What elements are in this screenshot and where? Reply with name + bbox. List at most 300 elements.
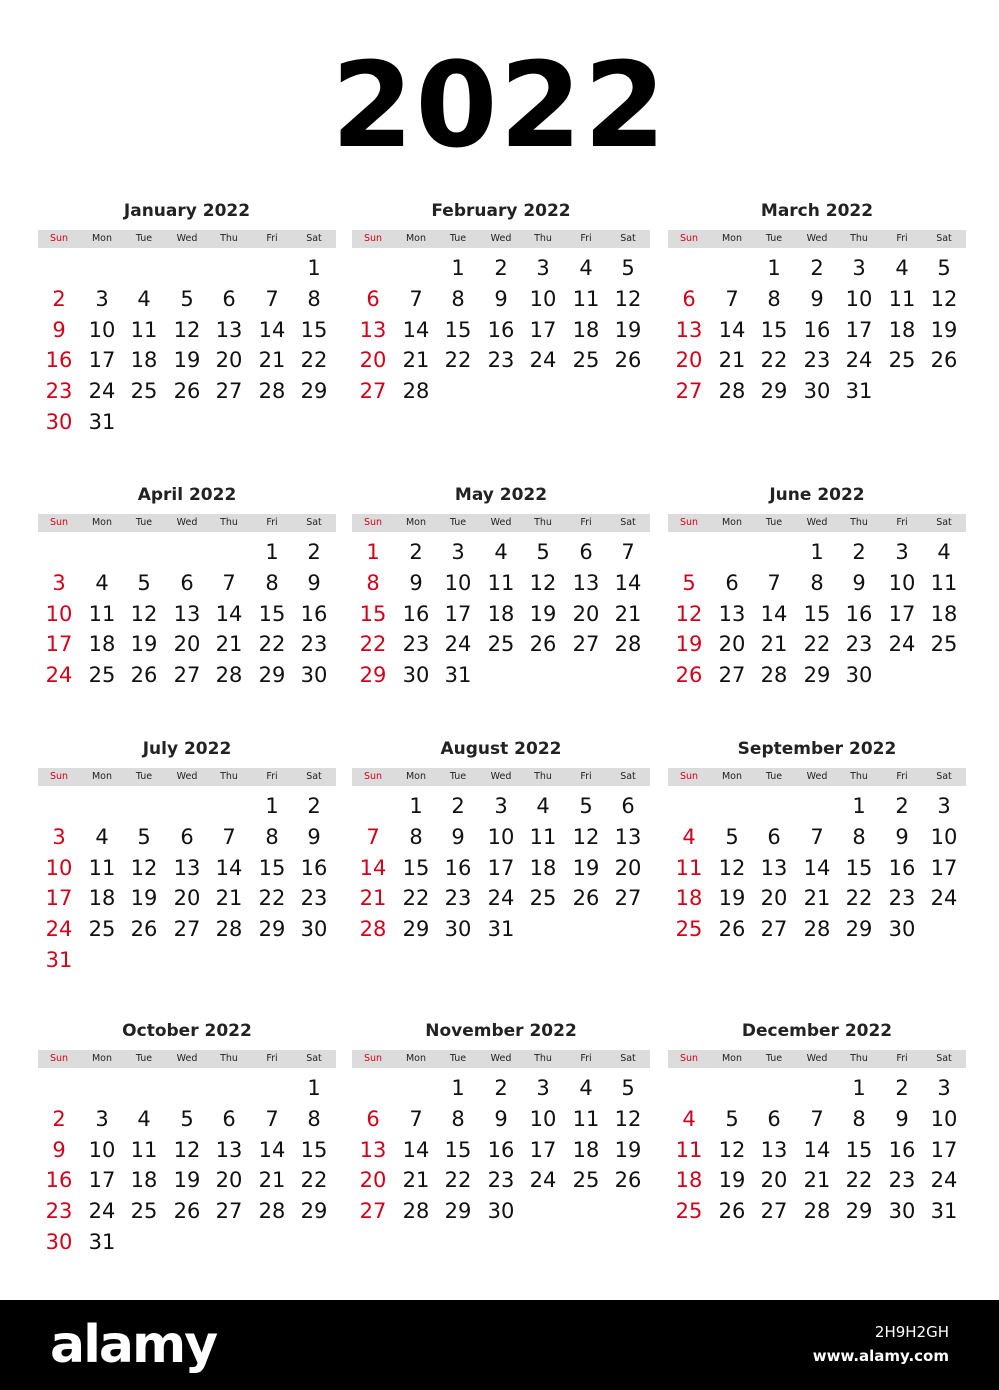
day-cell: 6: [767, 824, 781, 849]
day-cell: 27: [173, 917, 201, 942]
day-cell: 4: [937, 540, 951, 564]
day-cell: 15: [444, 317, 472, 342]
weekday-label: Thu: [534, 1053, 552, 1064]
day-cell: 25: [130, 379, 158, 404]
weekday-label: Fri: [580, 233, 592, 244]
day-cell: 9: [895, 1106, 909, 1131]
day-cell: 12: [930, 286, 958, 311]
day-cell: 27: [614, 886, 642, 911]
day-cell: 10: [45, 855, 73, 880]
day-cell: 2: [895, 1076, 909, 1100]
day-cell: 5: [137, 824, 151, 849]
day-cell: 16: [45, 1168, 73, 1193]
day-cell: 30: [444, 917, 472, 942]
day-cell: 18: [572, 317, 600, 342]
day-cell: 18: [572, 1137, 600, 1162]
day-cell: 7: [222, 570, 236, 595]
day-cell: 21: [803, 1168, 831, 1193]
day-cell: 14: [614, 570, 642, 595]
day-cell: 28: [215, 917, 243, 942]
day-cell: 23: [803, 348, 831, 373]
weekday-label: Sun: [679, 233, 699, 244]
day-cell: 13: [675, 317, 703, 342]
weekday-label: Wed: [176, 517, 198, 528]
month-title: August 2022: [440, 739, 562, 759]
day-cell: 15: [845, 855, 873, 880]
day-cell: 11: [888, 286, 916, 311]
weekday-label: Sat: [620, 1053, 636, 1064]
watermark-footer: [0, 1300, 999, 1390]
day-cell: 21: [803, 886, 831, 911]
day-cell: 22: [300, 348, 328, 373]
day-cell: 9: [307, 570, 321, 595]
weekday-label: Fri: [266, 517, 278, 528]
day-cell: 1: [409, 794, 423, 818]
month-title: December 2022: [741, 1021, 893, 1041]
day-cell: 17: [845, 317, 873, 342]
day-cell: 31: [930, 1199, 958, 1224]
day-cell: 20: [359, 348, 387, 373]
day-cell: 13: [614, 824, 642, 849]
day-cell: 19: [173, 348, 201, 373]
day-cell: 10: [930, 824, 958, 849]
day-cell: 2: [451, 794, 465, 818]
weekday-label: Fri: [580, 771, 592, 782]
day-cell: 28: [215, 663, 243, 688]
day-cell: 26: [675, 663, 703, 688]
day-cell: 9: [409, 570, 423, 595]
day-cell: 29: [359, 663, 387, 688]
day-cell: 23: [300, 632, 328, 657]
day-cell: 18: [130, 348, 158, 373]
day-cell: 26: [130, 663, 158, 688]
day-cell: 18: [130, 1168, 158, 1193]
day-cell: 5: [621, 256, 635, 280]
day-cell: 2: [895, 794, 909, 818]
day-cell: 1: [852, 794, 866, 818]
day-cell: 30: [300, 917, 328, 942]
day-cell: 29: [258, 917, 286, 942]
day-cell: 17: [930, 1137, 958, 1162]
day-cell: 5: [621, 1076, 635, 1100]
weekday-label: Mon: [721, 771, 743, 782]
weekday-label: Mon: [91, 233, 113, 244]
weekday-header: [352, 230, 650, 248]
weekday-header: [38, 514, 336, 532]
day-cell: 28: [803, 917, 831, 942]
day-cell: 28: [803, 1199, 831, 1224]
day-cell: 21: [359, 886, 387, 911]
day-cell: 2: [52, 1106, 66, 1131]
day-cell: 30: [845, 663, 873, 688]
day-cell: 3: [937, 794, 951, 818]
day-cell: 26: [572, 886, 600, 911]
month-title: October 2022: [122, 1021, 252, 1041]
day-cell: 23: [888, 1168, 916, 1193]
day-cell: 8: [366, 570, 380, 595]
day-cell: 16: [487, 317, 515, 342]
day-cell: 11: [529, 824, 557, 849]
weekday-label: Mon: [405, 517, 427, 528]
weekday-label: Tue: [449, 1053, 467, 1064]
day-cell: 19: [529, 601, 557, 626]
day-cell: 3: [895, 540, 909, 564]
day-cell: 22: [258, 632, 286, 657]
day-cell: 13: [215, 1137, 243, 1162]
day-cell: 13: [760, 855, 788, 880]
day-cell: 15: [258, 855, 286, 880]
day-cell: 1: [265, 794, 279, 818]
day-cell: 15: [760, 317, 788, 342]
day-cell: 23: [888, 886, 916, 911]
day-cell: 21: [215, 886, 243, 911]
day-cell: 10: [529, 1106, 557, 1131]
day-cell: 21: [402, 348, 430, 373]
weekday-label: Sun: [363, 1053, 383, 1064]
day-cell: 9: [52, 317, 66, 342]
day-cell: 15: [402, 855, 430, 880]
day-cell: 25: [130, 1199, 158, 1224]
day-cell: 26: [718, 917, 746, 942]
day-cell: 18: [88, 632, 116, 657]
day-cell: 29: [845, 917, 873, 942]
weekday-label: Wed: [490, 517, 512, 528]
day-cell: 21: [258, 1168, 286, 1193]
weekday-label: Sat: [936, 233, 952, 244]
day-cell: 29: [258, 663, 286, 688]
day-cell: 26: [718, 1199, 746, 1224]
day-cell: 20: [572, 601, 600, 626]
day-cell: 8: [307, 1106, 321, 1131]
day-cell: 13: [215, 317, 243, 342]
day-cell: 20: [215, 348, 243, 373]
day-cell: 27: [572, 632, 600, 657]
day-cell: 13: [572, 570, 600, 595]
weekday-label: Tue: [135, 233, 153, 244]
day-cell: 9: [451, 824, 465, 849]
weekday-label: Thu: [534, 517, 552, 528]
day-cell: 14: [258, 317, 286, 342]
day-cell: 3: [852, 256, 866, 280]
day-cell: 6: [222, 286, 236, 311]
day-cell: 27: [215, 379, 243, 404]
day-cell: 9: [494, 286, 508, 311]
day-cell: 19: [675, 632, 703, 657]
weekday-label: Fri: [580, 517, 592, 528]
month-title: September 2022: [737, 739, 897, 759]
weekday-label: Sat: [306, 771, 322, 782]
weekday-header: [38, 768, 336, 786]
day-cell: 5: [937, 256, 951, 280]
day-cell: 22: [845, 886, 873, 911]
day-cell: 10: [88, 1137, 116, 1162]
month-title: February 2022: [431, 201, 571, 221]
day-cell: 7: [265, 1106, 279, 1131]
day-cell: 23: [45, 379, 73, 404]
day-cell: 21: [402, 1168, 430, 1193]
weekday-label: Tue: [449, 233, 467, 244]
day-cell: 3: [536, 256, 550, 280]
weekday-label: Mon: [91, 771, 113, 782]
weekday-label: Tue: [135, 771, 153, 782]
day-cell: 22: [845, 1168, 873, 1193]
day-cell: 17: [529, 317, 557, 342]
day-cell: 14: [258, 1137, 286, 1162]
day-cell: 13: [359, 317, 387, 342]
day-cell: 26: [173, 379, 201, 404]
day-cell: 12: [675, 601, 703, 626]
weekday-label: Sun: [49, 1053, 69, 1064]
day-cell: 7: [621, 540, 635, 564]
day-cell: 27: [173, 663, 201, 688]
day-cell: 13: [718, 601, 746, 626]
day-cell: 9: [895, 824, 909, 849]
day-cell: 6: [767, 1106, 781, 1131]
weekday-label: Tue: [765, 771, 783, 782]
day-cell: 24: [444, 632, 472, 657]
day-cell: 22: [258, 886, 286, 911]
day-cell: 3: [536, 1076, 550, 1100]
day-cell: 6: [180, 824, 194, 849]
day-cell: 19: [614, 1137, 642, 1162]
day-cell: 2: [307, 540, 321, 564]
day-cell: 17: [88, 348, 116, 373]
weekday-label: Wed: [806, 517, 828, 528]
day-cell: 28: [258, 1199, 286, 1224]
footer-info: [813, 1320, 949, 1368]
day-cell: 15: [845, 1137, 873, 1162]
day-cell: 2: [409, 540, 423, 564]
weekday-label: Tue: [765, 517, 783, 528]
day-cell: 2: [810, 256, 824, 280]
day-cell: 19: [718, 886, 746, 911]
day-cell: 20: [760, 886, 788, 911]
day-cell: 9: [494, 1106, 508, 1131]
day-cell: 25: [88, 663, 116, 688]
day-cell: 4: [536, 794, 550, 818]
weekday-label: Wed: [490, 1053, 512, 1064]
day-cell: 25: [675, 1199, 703, 1224]
weekday-label: Sun: [679, 1053, 699, 1064]
weekday-label: Tue: [135, 1053, 153, 1064]
day-cell: 29: [803, 663, 831, 688]
day-cell: 29: [300, 379, 328, 404]
weekday-label: Mon: [721, 1053, 743, 1064]
day-cell: 10: [487, 824, 515, 849]
day-cell: 17: [45, 632, 73, 657]
day-cell: 13: [760, 1137, 788, 1162]
day-cell: 3: [95, 286, 109, 311]
weekday-label: Sat: [936, 517, 952, 528]
day-cell: 31: [88, 1230, 116, 1254]
weekday-header: [352, 768, 650, 786]
weekday-label: Tue: [135, 517, 153, 528]
day-cell: 1: [852, 1076, 866, 1100]
weekday-label: Sun: [679, 771, 699, 782]
day-cell: 24: [529, 1168, 557, 1193]
month-title: March 2022: [760, 201, 874, 221]
day-cell: 21: [718, 348, 746, 373]
day-cell: 24: [45, 917, 73, 942]
day-cell: 12: [718, 1137, 746, 1162]
day-cell: 23: [487, 348, 515, 373]
day-cell: 5: [180, 286, 194, 311]
month-title: June 2022: [769, 485, 865, 505]
weekday-header: [668, 768, 966, 786]
day-cell: 8: [409, 824, 423, 849]
day-cell: 11: [675, 1137, 703, 1162]
day-cell: 1: [451, 256, 465, 280]
weekday-label: Sun: [49, 517, 69, 528]
weekday-label: Mon: [721, 233, 743, 244]
day-cell: 25: [572, 1168, 600, 1193]
weekday-label: Thu: [534, 771, 552, 782]
day-cell: 15: [258, 601, 286, 626]
day-cell: 25: [572, 348, 600, 373]
day-cell: 26: [930, 348, 958, 373]
day-cell: 8: [451, 286, 465, 311]
day-cell: 6: [725, 570, 739, 595]
day-cell: 26: [173, 1199, 201, 1224]
day-cell: 30: [402, 663, 430, 688]
day-cell: 23: [402, 632, 430, 657]
day-cell: 11: [88, 855, 116, 880]
weekday-label: Sun: [49, 771, 69, 782]
day-cell: 19: [130, 632, 158, 657]
day-cell: 31: [845, 379, 873, 404]
day-cell: 23: [45, 1199, 73, 1224]
weekday-label: Thu: [534, 233, 552, 244]
day-cell: 12: [173, 1137, 201, 1162]
day-cell: 13: [173, 601, 201, 626]
day-cell: 22: [300, 1168, 328, 1193]
month-title: July 2022: [142, 739, 232, 759]
weekday-label: Sat: [306, 517, 322, 528]
day-cell: 14: [215, 601, 243, 626]
day-cell: 10: [888, 570, 916, 595]
weekday-label: Thu: [850, 233, 868, 244]
day-cell: 17: [45, 886, 73, 911]
day-cell: 12: [718, 855, 746, 880]
weekday-header: [38, 230, 336, 248]
day-cell: 16: [888, 1137, 916, 1162]
day-cell: 31: [45, 948, 73, 972]
day-cell: 25: [487, 632, 515, 657]
day-cell: 28: [258, 379, 286, 404]
day-cell: 30: [888, 917, 916, 942]
day-cell: 7: [409, 286, 423, 311]
day-cell: 14: [718, 317, 746, 342]
day-cell: 6: [222, 1106, 236, 1131]
weekday-label: Wed: [176, 771, 198, 782]
day-cell: 19: [930, 317, 958, 342]
day-cell: 8: [265, 824, 279, 849]
day-cell: 10: [444, 570, 472, 595]
weekday-label: Fri: [896, 517, 908, 528]
day-cell: 11: [675, 855, 703, 880]
day-cell: 5: [536, 540, 550, 564]
day-cell: 6: [366, 1106, 380, 1131]
day-cell: 20: [359, 1168, 387, 1193]
day-cell: 10: [88, 317, 116, 342]
day-cell: 30: [487, 1199, 515, 1224]
day-cell: 21: [614, 601, 642, 626]
day-cell: 25: [930, 632, 958, 657]
day-cell: 29: [760, 379, 788, 404]
weekday-label: Fri: [266, 1053, 278, 1064]
day-cell: 11: [130, 317, 158, 342]
day-cell: 9: [852, 570, 866, 595]
day-cell: 11: [130, 1137, 158, 1162]
day-cell: 12: [130, 855, 158, 880]
weekday-label: Mon: [405, 233, 427, 244]
day-cell: 16: [888, 855, 916, 880]
day-cell: 4: [682, 824, 696, 849]
day-cell: 26: [614, 348, 642, 373]
day-cell: 28: [402, 379, 430, 404]
day-cell: 5: [180, 1106, 194, 1131]
day-cell: 25: [675, 917, 703, 942]
day-cell: 18: [487, 601, 515, 626]
weekday-label: Fri: [896, 1053, 908, 1064]
day-cell: 27: [760, 917, 788, 942]
day-cell: 6: [682, 286, 696, 311]
day-cell: 23: [444, 886, 472, 911]
day-cell: 4: [579, 1076, 593, 1100]
day-cell: 3: [494, 794, 508, 818]
weekday-label: Fri: [896, 233, 908, 244]
day-cell: 2: [494, 1076, 508, 1100]
day-cell: 3: [451, 540, 465, 564]
day-cell: 14: [402, 1137, 430, 1162]
day-cell: 3: [937, 1076, 951, 1100]
day-cell: 27: [718, 663, 746, 688]
day-cell: 7: [725, 286, 739, 311]
weekday-label: Tue: [449, 517, 467, 528]
weekday-label: Thu: [220, 233, 238, 244]
day-cell: 24: [845, 348, 873, 373]
day-cell: 25: [888, 348, 916, 373]
day-cell: 3: [52, 570, 66, 595]
day-cell: 4: [579, 256, 593, 280]
day-cell: 11: [572, 1106, 600, 1131]
day-cell: 17: [487, 855, 515, 880]
day-cell: 22: [444, 1168, 472, 1193]
day-cell: 8: [307, 286, 321, 311]
day-cell: 16: [300, 601, 328, 626]
weekday-label: Thu: [220, 1053, 238, 1064]
day-cell: 6: [579, 540, 593, 564]
day-cell: 24: [529, 348, 557, 373]
day-cell: 21: [760, 632, 788, 657]
day-cell: 15: [803, 601, 831, 626]
day-cell: 5: [725, 1106, 739, 1131]
day-cell: 28: [402, 1199, 430, 1224]
day-cell: 1: [265, 540, 279, 564]
year-title: 2022: [331, 36, 668, 174]
day-cell: 16: [444, 855, 472, 880]
day-cell: 4: [895, 256, 909, 280]
day-cell: 12: [130, 601, 158, 626]
day-cell: 18: [675, 1168, 703, 1193]
day-cell: 9: [810, 286, 824, 311]
day-cell: 16: [45, 348, 73, 373]
day-cell: 19: [718, 1168, 746, 1193]
day-cell: 15: [359, 601, 387, 626]
day-cell: 7: [810, 824, 824, 849]
day-cell: 27: [675, 379, 703, 404]
day-cell: 20: [173, 632, 201, 657]
